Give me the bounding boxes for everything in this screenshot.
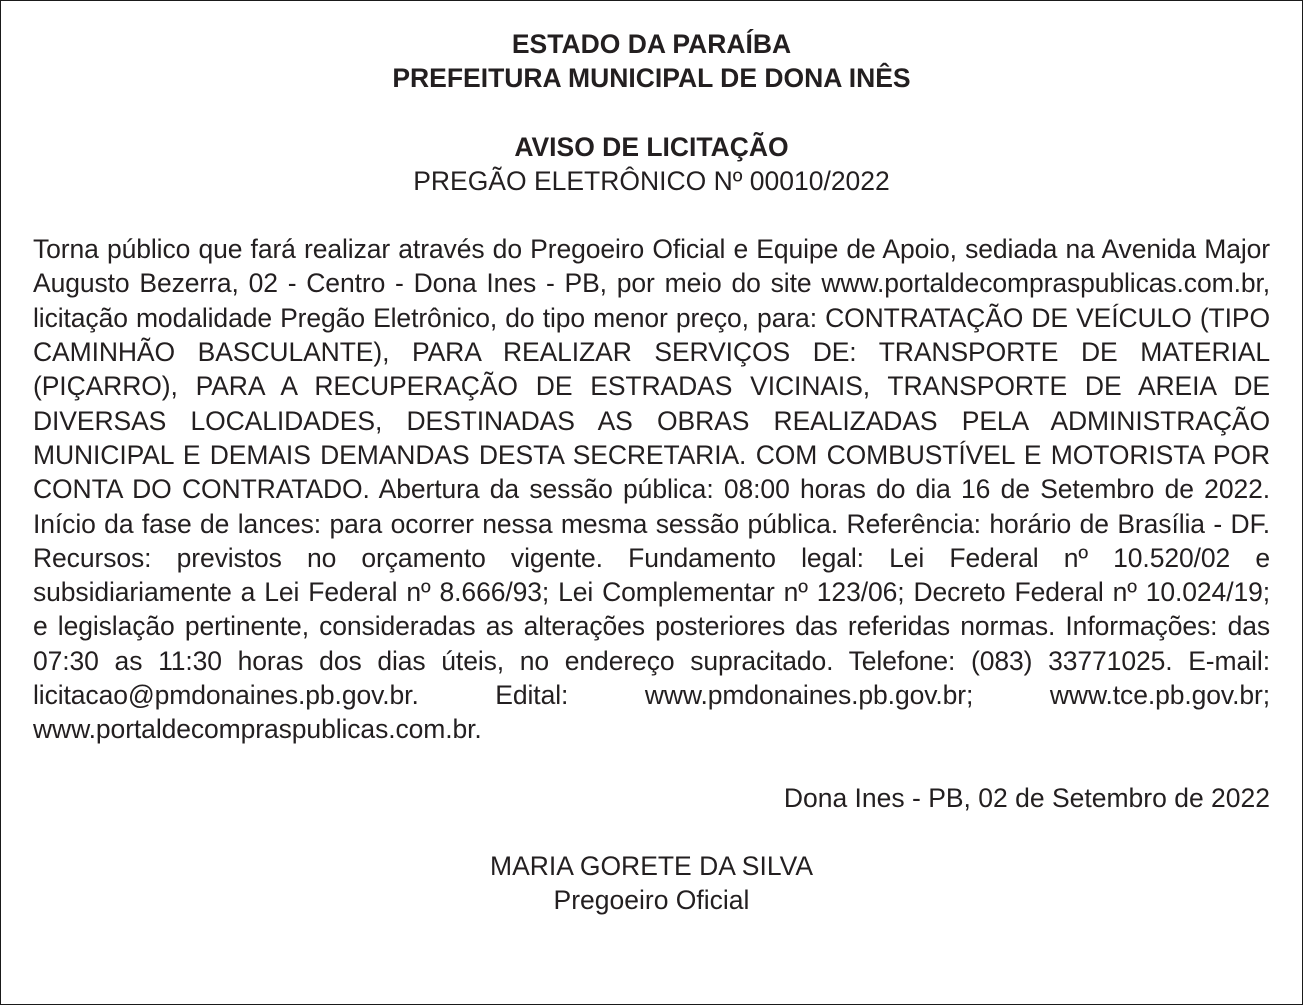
state-heading: ESTADO DA PARAÍBA [511,29,792,59]
spacer [33,815,1270,849]
place-date: Dona Ines - PB, 02 de Setembro de 2022 [783,782,1270,813]
spacer [33,198,1270,232]
municipality-heading: PREFEITURA MUNICIPAL DE DONA INÊS [392,63,911,94]
notice-subtitle: PREGÃO ELETRÔNICO Nº 00010/2022 [413,165,890,196]
signer-role: Pregoeiro Oficial [553,885,750,916]
spacer [33,96,1270,130]
notice-body: Torna público que fará realizar através do Pregoeiro Oficial e Equipe de Apoio, sediada na Avenida Major Augusto Bezerra, 02 - Centro - Dona Ines - PB, por meio do site www.portaldecompraspublicas.com.br, licitação modalidade Pregão Eletrônico, do tipo menor preço, para: CONTRATAÇÃO DE VEÍCULO (TIPO CAMINHÃO BASCULANTE), PARA REALIZAR SERVIÇOS DE: TRANSPORTE DE MATERIAL (PIÇARRO), PARA A RECUPERAÇÃO DE ESTRADAS VICINAIS, TRANSPORTE DE AREIA DE DIVERSAS LOCALIDADES, DESTINADAS AS OBRAS REALIZADAS PELA ADMINISTRAÇÃO MUNICIPAL E DEMAIS DEMANDAS DESTA SECRETARIA. COM COMBUSTÍVEL E MOTORISTA POR CONTA DO CONTRATADO. Abertura da sessão pública: 08:00 horas do dia 16 de Setembro de 2022. Início da fase de lances: para ocorrer nessa mesma sessão pública. Referência: horário de Brasília - DF. Recursos: previstos no orçamento vigente. Fundamento legal: Lei Federal nº 10.520/02 e subsidiariamente a Lei Federal nº 8.666/93; Lei Complementar nº 123/06; Decreto Federal nº 10.024/19; e legislação pertinente, consideradas as alterações posteriores das referidas normas. Informações: das 07:30 as 11:30 horas dos dias úteis, no endereço supracitado. Telefone: (083) 33771025. E-mail: licitacao@pmdonaines.pb.gov.br. Edital: www.pmdonaines.pb.gov.br; www.tce.pb.gov.br; www.portaldecompraspublicas.com.br. [33,234,1270,745]
spacer [33,747,1270,781]
signer-name: MARIA GORETE DA SILVA [490,850,813,881]
notice-title: AVISO DE LICITAÇÃO [514,131,789,162]
